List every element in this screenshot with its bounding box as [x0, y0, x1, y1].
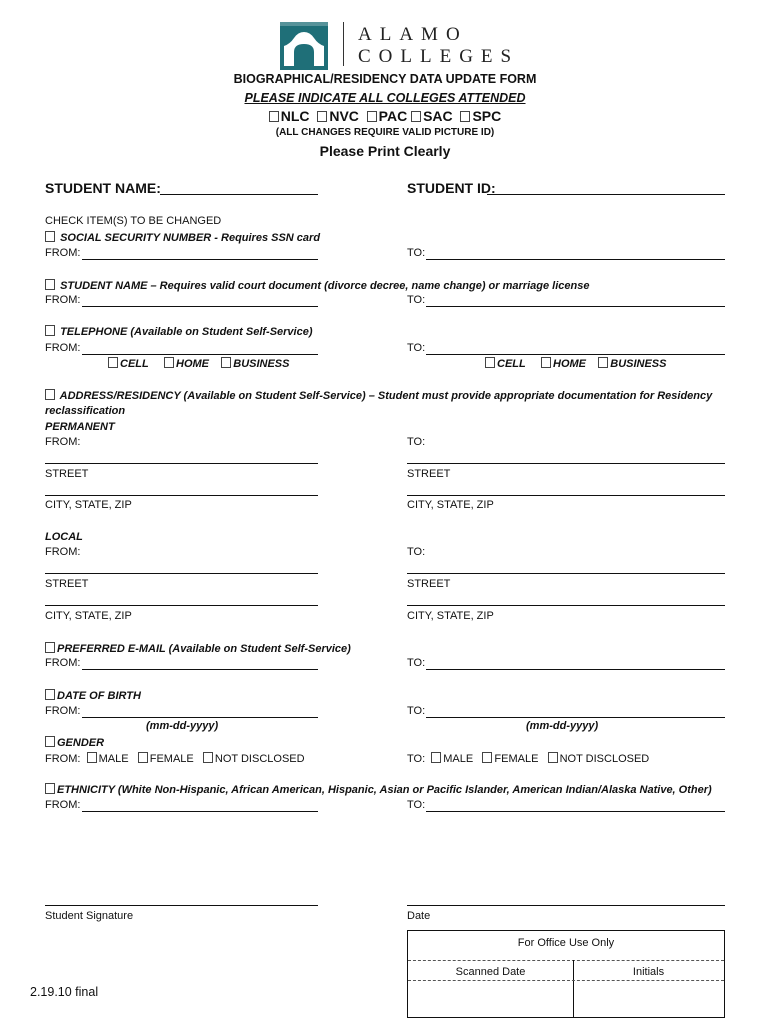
email-to-field[interactable] [426, 669, 725, 670]
gender-from-male-checkbox[interactable]: MALE [87, 753, 129, 765]
name-to-field[interactable] [426, 306, 725, 307]
local-to-street-field[interactable] [407, 573, 725, 574]
phone-to-label: TO: [407, 342, 426, 354]
gender-from-row [45, 752, 305, 765]
college-checkbox-nvc[interactable]: NVC [313, 108, 358, 124]
local-from-city-label: CITY, STATE, ZIP [45, 610, 132, 622]
name-section[interactable]: STUDENT NAME – Requires valid court document (divorce decree, name change) or marriage license [45, 279, 589, 292]
college-checkboxes [0, 108, 770, 124]
permanent-from-city-field[interactable] [45, 495, 318, 496]
office-title-divider [408, 960, 724, 961]
local-from-label: FROM: [45, 546, 81, 558]
permanent-from-city-label: CITY, STATE, ZIP [45, 499, 132, 511]
college-checkbox-pac[interactable]: PAC [363, 108, 407, 124]
college-checkbox-spc[interactable]: SPC [457, 108, 502, 124]
permanent-from-street-label: STREET [45, 468, 89, 480]
dob-from-format: (mm-dd-yyyy) [146, 720, 219, 732]
permanent-to-city-field[interactable] [407, 495, 725, 496]
email-from-label: FROM: [45, 657, 81, 669]
phone-to-field[interactable] [426, 354, 725, 355]
phone-to-cell-checkbox[interactable]: CELL [485, 358, 526, 370]
name-from-field[interactable] [82, 306, 318, 307]
student-id-field[interactable] [487, 194, 725, 195]
permanent-label: PERMANENT [45, 421, 115, 433]
form-subtitle: PLEASE INDICATE ALL COLLEGES ATTENDED [244, 91, 526, 105]
dob-to-format: (mm-dd-yyyy) [526, 720, 599, 732]
dob-from-field[interactable] [82, 717, 318, 718]
office-header-divider [408, 980, 724, 981]
local-to-street-label: STREET [407, 578, 451, 590]
local-from-street-field[interactable] [45, 573, 318, 574]
name-checkbox[interactable] [45, 279, 55, 290]
dob-section[interactable]: DATE OF BIRTH [45, 689, 141, 702]
gender-to-male-checkbox[interactable]: MALE [431, 753, 473, 765]
student-name-field[interactable] [160, 194, 318, 195]
gender-from-label: FROM: [45, 753, 81, 765]
initials-label: Initials [632, 966, 665, 978]
name-from-label: FROM: [45, 294, 81, 306]
phone-to-home-checkbox[interactable]: HOME [541, 358, 586, 370]
logo-text-colleges: COLLEGES [358, 46, 520, 67]
phone-from-types [108, 357, 290, 370]
address-section-line2: reclassification [45, 405, 126, 417]
gender-to-label: TO: [407, 753, 426, 765]
student-id-label: STUDENT ID: [407, 180, 496, 196]
ssn-checkbox[interactable] [45, 231, 55, 242]
office-use-box [407, 930, 725, 1018]
student-name-label: STUDENT NAME: [45, 180, 161, 196]
initials-field[interactable] [576, 983, 721, 1013]
form-title: BIOGRAPHICAL/RESIDENCY DATA UPDATE FORM [233, 72, 537, 86]
phone-from-business-checkbox[interactable]: BUSINESS [221, 358, 289, 370]
permanent-to-street-field[interactable] [407, 463, 725, 464]
local-to-city-field[interactable] [407, 605, 725, 606]
gender-from-female-checkbox[interactable]: FEMALE [138, 753, 194, 765]
email-to-label: TO: [407, 657, 426, 669]
phone-checkbox[interactable] [45, 325, 55, 336]
gender-to-not-disclosed-checkbox[interactable]: NOT DISCLOSED [548, 753, 650, 765]
alamo-colleges-logo-icon [280, 22, 328, 70]
picture-id-note: (ALL CHANGES REQUIRE VALID PICTURE ID) [275, 127, 495, 138]
phone-to-business-checkbox[interactable]: BUSINESS [598, 358, 666, 370]
ssn-from-label: FROM: [45, 247, 81, 259]
ssn-to-field[interactable] [426, 259, 725, 260]
ssn-section[interactable]: SOCIAL SECURITY NUMBER - Requires SSN card [45, 231, 320, 244]
dob-to-label: TO: [407, 705, 426, 717]
permanent-to-street-label: STREET [407, 468, 451, 480]
email-from-field[interactable] [82, 669, 318, 670]
email-section[interactable]: PREFERRED E-MAIL (Available on Student Self-Service) [45, 642, 351, 655]
student-signature-label: Student Signature [45, 910, 134, 922]
local-from-street-label: STREET [45, 578, 89, 590]
scanned-date-label: Scanned Date [455, 966, 526, 978]
ethnicity-from-field[interactable] [82, 811, 318, 812]
gender-from-not-disclosed-checkbox[interactable]: NOT DISCLOSED [203, 753, 305, 765]
scanned-date-field[interactable] [411, 983, 570, 1013]
phone-to-types [485, 357, 667, 370]
phone-from-cell-checkbox[interactable]: CELL [108, 358, 149, 370]
print-clearly-note: Please Print Clearly [319, 143, 451, 159]
ssn-from-field[interactable] [82, 259, 318, 260]
name-to-label: TO: [407, 294, 426, 306]
gender-to-female-checkbox[interactable]: FEMALE [482, 753, 538, 765]
permanent-to-label: TO: [407, 436, 426, 448]
dob-checkbox[interactable] [45, 689, 55, 700]
permanent-from-street-field[interactable] [45, 463, 318, 464]
local-label: LOCAL [45, 531, 83, 543]
dob-from-label: FROM: [45, 705, 81, 717]
college-checkbox-sac[interactable]: SAC [411, 108, 453, 124]
local-to-city-label: CITY, STATE, ZIP [407, 610, 494, 622]
ethnicity-from-label: FROM: [45, 799, 81, 811]
ethnicity-to-label: TO: [407, 799, 426, 811]
email-checkbox[interactable] [45, 642, 55, 653]
local-to-label: TO: [407, 546, 426, 558]
logo-divider [343, 22, 344, 66]
office-use-title: For Office Use Only [517, 937, 615, 949]
dob-to-field[interactable] [426, 717, 725, 718]
gender-section[interactable]: GENDER [45, 736, 104, 749]
college-checkbox-nlc[interactable]: NLC [269, 108, 310, 124]
ethnicity-section[interactable]: ETHNICITY (White Non-Hispanic, African American, Hispanic, Asian or Pacific Islander, American Indian/Alaska Native, Other) [45, 783, 712, 796]
permanent-from-label: FROM: [45, 436, 81, 448]
student-signature-field[interactable] [45, 905, 318, 906]
permanent-to-city-label: CITY, STATE, ZIP [407, 499, 494, 511]
phone-section[interactable]: TELEPHONE (Available on Student Self-Service) [45, 325, 313, 338]
ethnicity-checkbox[interactable] [45, 783, 55, 794]
check-items-label: CHECK ITEM(S) TO BE CHANGED [45, 215, 222, 227]
form-version: 2.19.10 final [30, 985, 99, 999]
ethnicity-to-field[interactable] [426, 811, 725, 812]
logo-text-alamo: ALAMO [358, 24, 468, 45]
ssn-to-label: TO: [407, 247, 426, 259]
address-section[interactable]: ADDRESS/RESIDENCY (Available on Student Self-Service) – Student must provide appropriate documentation for Residency [45, 389, 712, 402]
phone-from-field[interactable] [82, 354, 318, 355]
address-checkbox[interactable] [45, 389, 55, 400]
phone-from-label: FROM: [45, 342, 81, 354]
local-from-city-field[interactable] [45, 605, 318, 606]
date-field[interactable] [407, 905, 725, 906]
gender-to-row [407, 752, 649, 765]
phone-from-home-checkbox[interactable]: HOME [164, 358, 209, 370]
gender-checkbox[interactable] [45, 736, 55, 747]
date-label: Date [407, 910, 431, 922]
